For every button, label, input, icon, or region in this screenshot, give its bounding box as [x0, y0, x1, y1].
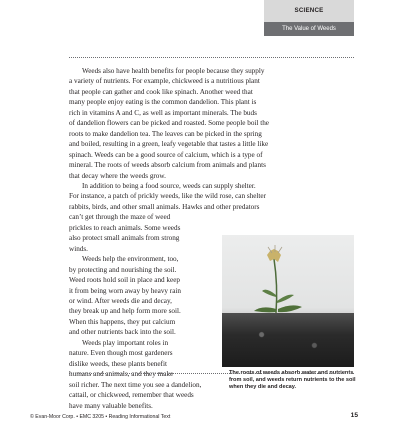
dandelion-photo	[222, 235, 354, 367]
text-line: dislike weeds, these plants benefit	[69, 359, 168, 368]
text-line: also protect small animals from strong	[69, 234, 180, 243]
photo-caption: The roots of weeds absorb water and nutrients from soil, and weeds return nutrients to the soil when they die and decay.	[229, 370, 356, 390]
text-line: nature. Even though most gardeners	[69, 349, 173, 358]
text-line: they break up and help form more soil.	[69, 307, 181, 316]
copyright-footer: © Evan-Moor Corp. • EMC 3205 • Reading Informational Text	[30, 414, 171, 420]
text-line: roots to make dandelion tea. The leaves can be picked in the spring	[69, 129, 262, 138]
text-line: For instance, a patch of prickly weeds, like the wild rose, can shelter	[69, 192, 266, 201]
text-line: can’t get through the maze of weed	[69, 213, 171, 222]
text-line: rabbits, birds, and other small animals. Hawks and other predators	[69, 202, 260, 211]
text-line: winds.	[69, 244, 88, 253]
text-line: of dandelion flowers can be picked and roasted. Some people boil the	[69, 119, 269, 128]
text-line: soil richer. The next time you see a dandelion,	[69, 380, 202, 389]
article-title-tab: The Value of Weeds	[264, 22, 354, 36]
text-line: and other nutrients back into the soil.	[69, 328, 176, 337]
text-line: Weeds also have health benefits for people because they supply	[82, 67, 265, 75]
text-line: When this happens, they put calcium	[69, 317, 176, 326]
text-line: by protecting and nourishing the soil.	[69, 265, 177, 274]
text-line: In addition to being a food source, weeds can supply shelter.	[82, 181, 256, 190]
text-line: mineral. The roots of weeds absorb calcium from animals and plants	[69, 161, 266, 170]
text-line: it from being worn away by heavy rain	[69, 286, 181, 295]
text-line: a variety of nutrients. For example, chickweed is a nutritious plant	[69, 77, 260, 86]
text-line: spinach. Weeds can be a good source of calcium, which is a type of	[69, 150, 263, 159]
text-line: Weed roots hold soil in place and keep	[69, 276, 180, 285]
text-line: that decay where the weeds grow.	[69, 171, 166, 180]
bottom-dotted-rule	[69, 373, 354, 374]
text-line: have many valuable benefits.	[69, 401, 153, 410]
text-line: cattail, or chickweed, remember that weeds	[69, 391, 194, 400]
text-line: Weeds help the environment, too,	[82, 255, 179, 264]
text-line: that people can gather and cook like spinach. Another weed that	[69, 87, 253, 96]
paragraph	[69, 66, 354, 76]
text-line: rich in vitamins A and C, as well as important minerals. The buds	[69, 108, 257, 117]
text-line: humans and animals, and they make	[69, 370, 174, 379]
text-line: prickles to reach animals. Some weeds	[69, 223, 181, 232]
top-dotted-rule	[69, 57, 354, 58]
text-line: many people enjoy eating is the common dandelion. This plant is	[69, 98, 257, 107]
page-number: 15	[350, 412, 358, 419]
soil-layer	[222, 313, 354, 367]
text-line: and boiled, resulting in a green, leafy vegetable that tastes a little like	[69, 140, 269, 149]
paragraph	[69, 181, 354, 191]
subject-tab: SCIENCE	[264, 0, 354, 22]
paragraph	[69, 76, 354, 181]
text-line: Weeds play important roles in	[82, 338, 169, 347]
text-line: or wind. After weeds die and decay,	[69, 296, 172, 305]
